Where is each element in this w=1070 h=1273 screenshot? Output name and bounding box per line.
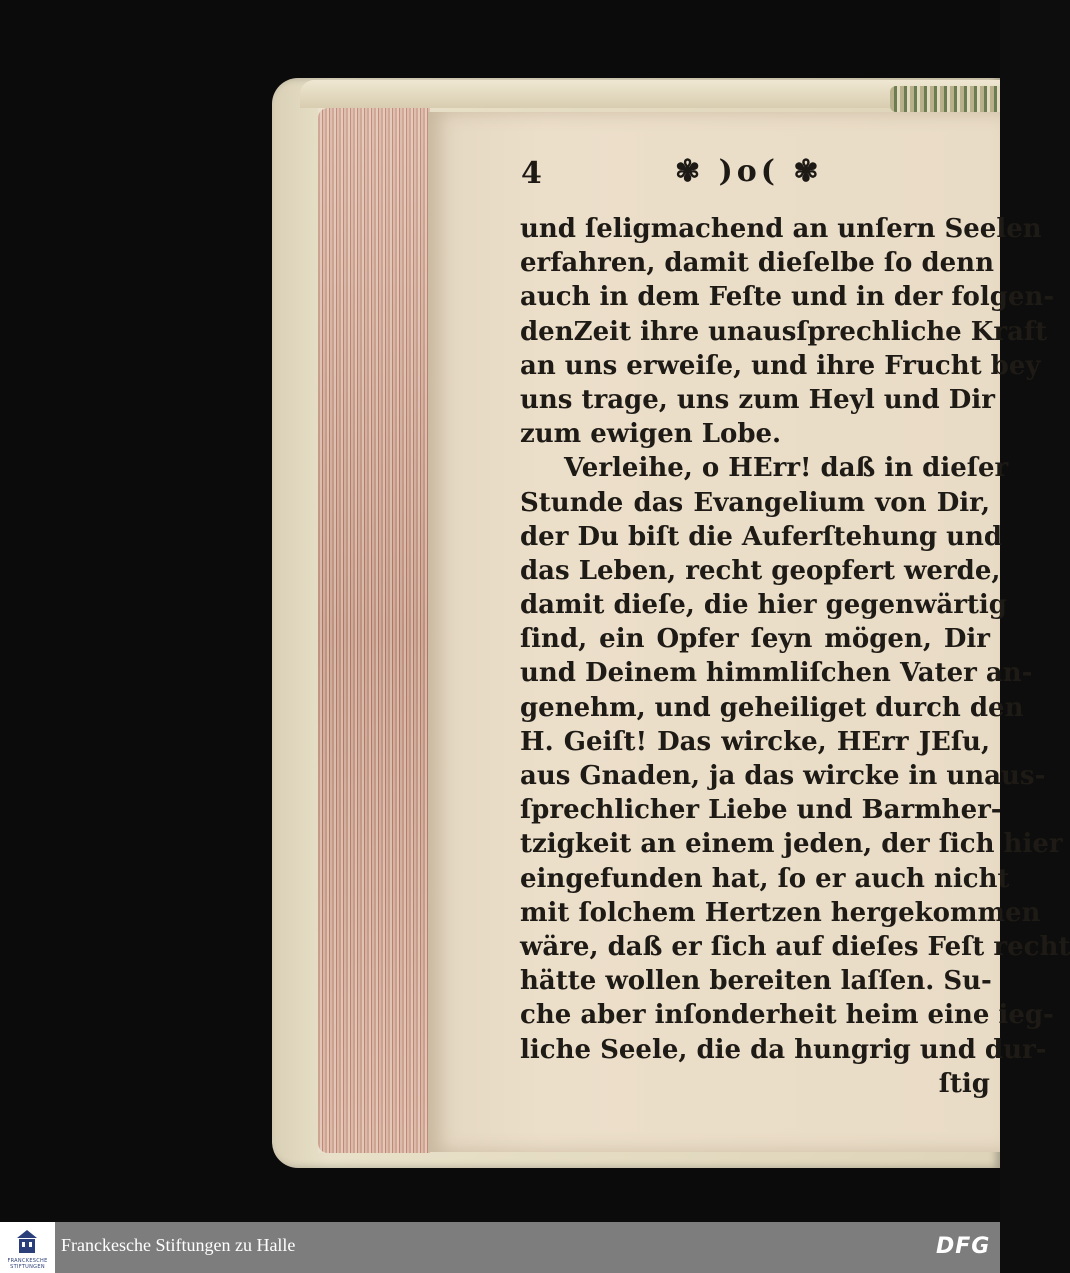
footer-bar bbox=[0, 1222, 1000, 1273]
headband bbox=[890, 86, 1000, 112]
text-line: che aber inſonderheit heim eine ieg- bbox=[520, 1000, 1054, 1031]
page-edges bbox=[318, 108, 430, 1153]
text-line: ſind, ein Opfer ſeyn mögen, Dir bbox=[520, 624, 990, 655]
text-line: Stunde das Evangelium von Dir, bbox=[520, 487, 990, 518]
dfg-logo[interactable]: DFG bbox=[936, 1234, 991, 1259]
building-icon bbox=[17, 1230, 37, 1254]
text-line: damit dieſe, die hier gegenwärtig bbox=[520, 590, 1007, 621]
text-line: uns trage, uns zum Heyl und Dir bbox=[520, 384, 995, 415]
text-line: aus Gnaden, ja das wircke in unaus- bbox=[520, 761, 1046, 791]
catchword: ſtig bbox=[938, 1068, 990, 1099]
institution-logo[interactable] bbox=[0, 1222, 55, 1273]
page-number: 4 bbox=[521, 156, 542, 191]
text-line: Verleihe, o HErr! daß in dieſer bbox=[564, 453, 1009, 484]
text-line: ſprechlicher Liebe und Barmher- bbox=[520, 795, 1002, 826]
running-head bbox=[515, 150, 985, 194]
text-line: erfahren, damit dieſelbe ſo denn bbox=[520, 248, 994, 279]
text-line: zum ewigen Lobe. bbox=[520, 419, 782, 450]
text-line: der Du biſt die Auferſtehung und bbox=[520, 521, 1003, 552]
text-line: auch in dem Feſte und in der folgen- bbox=[520, 282, 1055, 313]
text-line: hätte wollen bereiten laſſen. Su- bbox=[520, 966, 992, 997]
text-line: an uns erweiſe, und ihre Frucht bey bbox=[520, 350, 1041, 381]
text-line: liche Seele, die da hungrig und dur- bbox=[520, 1034, 1047, 1065]
text-line: und Deinem himmliſchen Vater an- bbox=[520, 658, 1033, 689]
text-line: mit ſolchem Hertzen hergekommen bbox=[520, 897, 1041, 928]
logo-text: FRANCKESCHE STIFTUNGEN bbox=[7, 1258, 48, 1270]
header-ornament: ✾ )o( ✾ bbox=[675, 154, 823, 189]
text-line: genehm, und geheiliget durch den bbox=[520, 692, 1024, 723]
institution-name[interactable]: Franckesche Stiftungen zu Halle bbox=[61, 1235, 296, 1255]
text-line: eingefunden hat, ſo er auch nicht bbox=[520, 863, 1010, 894]
text-line: wäre, daß er ſich auf dieſes Feſt recht bbox=[520, 931, 1070, 962]
text-line: denZeit ihre unausſprechliche Kraft bbox=[520, 316, 1048, 347]
text-line: tzigkeit an einem jeden, der ſich hier bbox=[520, 829, 1063, 860]
text-line: und ſeligmachend an unſern Seelen bbox=[520, 214, 1042, 244]
text-block bbox=[520, 212, 1070, 1101]
text-line: H. Geiſt! Das wircke, HErr JEſu, bbox=[520, 726, 990, 757]
text-line: das Leben, recht geopfert werde, bbox=[520, 555, 1001, 586]
